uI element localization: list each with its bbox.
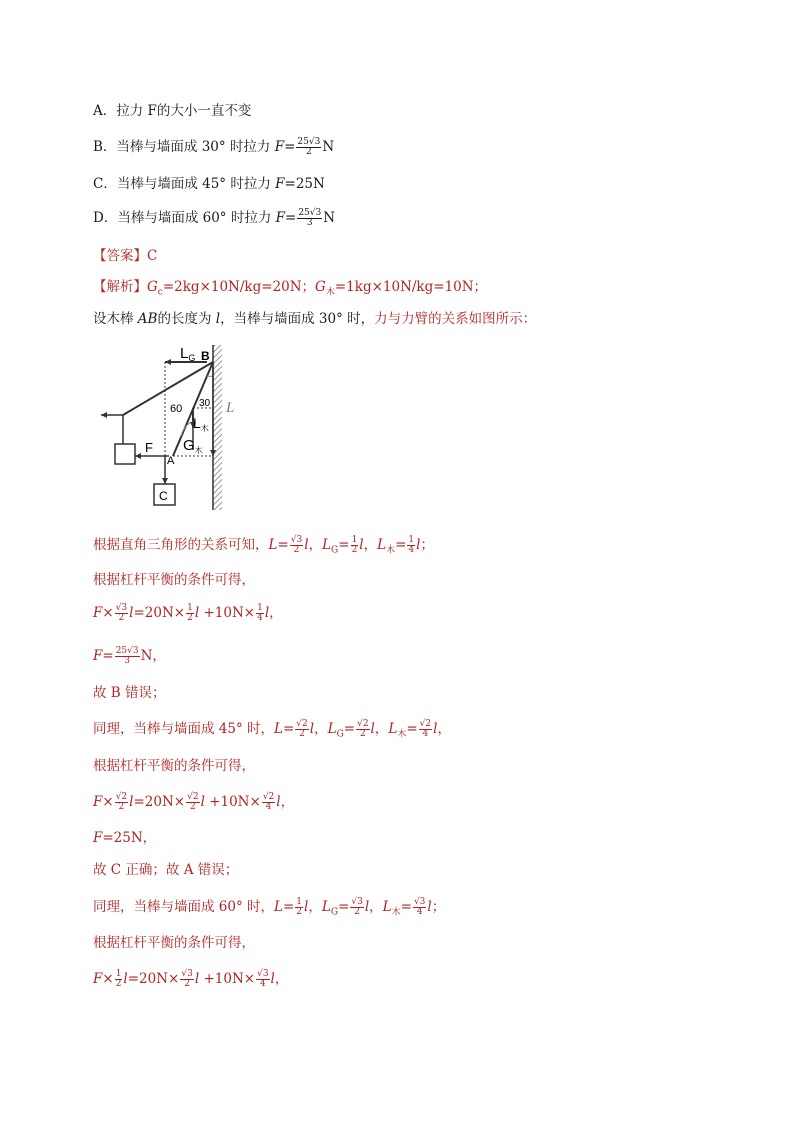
var-l: l [276,794,281,810]
fraction [256,970,269,989]
sep: ， [369,899,383,915]
end: ， [269,605,283,621]
sym-lg: L [322,537,332,553]
length-l: l [215,311,221,327]
unit: N， [140,648,166,664]
eq: = [102,648,114,664]
numerator: 25√3 [297,137,321,147]
analysis-line [93,277,487,303]
den: 2 [189,802,196,812]
eq: = [282,899,295,915]
sym-f: F [93,648,103,664]
f-label: F [145,440,153,455]
end: ， [274,971,289,987]
num: √3 [181,969,193,979]
angle-30: 30 [199,398,211,409]
fraction [186,604,194,623]
num: √3 [115,603,128,613]
num: 1 [187,603,193,613]
var-l: l [129,794,134,810]
option-b [93,137,334,157]
var-l: l [129,605,134,621]
den: 2 [351,545,358,555]
gc-sub: c [157,287,163,298]
var-l: l [427,899,432,915]
num: √3 [351,897,363,907]
den: 4 [257,613,263,623]
rest: =25N， [102,830,157,846]
gwood-rest: =1kg×10N/kg=10N； [334,279,488,295]
var-l: l [304,537,309,553]
denominator: 3 [306,218,313,228]
end: ； [420,537,434,553]
c-label: C [159,489,168,503]
eq: = [400,899,412,915]
num: 25√3 [115,646,139,656]
setup-t2: 的长度为 [157,311,216,327]
sym-lg: L [327,721,337,737]
sub: G [331,545,339,556]
sym-lg: L [321,899,331,915]
fraction [350,898,363,917]
var-l: l [416,537,421,553]
option-b-prefix: B．当棒与墙面成 30° 时拉力 [93,139,275,155]
equals: = [284,139,296,155]
fraction [295,898,303,917]
l-label: L [226,400,235,416]
gc-rest: =2kg×10N/kg=20N； [162,279,316,295]
force-symbol: F [275,176,285,192]
times: × [102,605,114,621]
option-d-prefix: D．当棒与墙面成 60° 时拉力 [93,210,276,226]
end: ， [280,794,295,810]
g-label: $G_木$ [183,437,203,455]
sym-f: F [93,971,103,987]
var-l: l [123,971,128,987]
plus: +10N× [204,794,261,810]
force-symbol: F [274,139,285,155]
sub: G [336,729,344,740]
option-c-rest: =25N [284,176,325,192]
text: 同理，当棒与墙面成 45° 时， [93,721,275,737]
sep: ， [314,721,328,737]
den: 4 [422,729,429,739]
den: 4 [416,907,423,917]
sep: ， [308,537,323,553]
fraction [356,720,369,739]
answer-line [93,246,157,266]
setup-t3: ，当棒与墙面成 30° 时， [220,311,375,327]
sym-f: F [93,830,103,846]
eq: = [338,537,350,553]
mid: =20N× [133,794,186,810]
fraction [186,793,199,812]
rod-ab: AB [137,311,158,327]
eq: = [406,721,418,737]
var-l: l [270,971,275,987]
fraction [413,898,426,917]
num: √2 [187,792,199,802]
sub: 木 [397,729,407,740]
sym-l: L [274,721,283,737]
times: × [102,794,114,810]
sym-l: L [268,537,278,553]
num: 1 [115,969,122,979]
den: 4 [259,979,266,989]
den: 2 [296,907,303,917]
mid: =20N× [127,971,180,987]
eq: = [343,721,356,737]
gwood-symbol: G [315,279,326,295]
den: 2 [354,907,360,917]
fraction [295,720,308,739]
num: √3 [257,969,269,979]
equals: = [285,210,297,226]
s45-relation [93,719,451,745]
option-c [93,174,325,194]
sym-f: F [93,794,103,810]
var-l: l [359,537,364,553]
force-symbol: F [275,210,286,226]
den: 2 [184,979,190,989]
point-b: B [201,349,210,363]
den: 2 [118,613,125,623]
fraction [256,604,264,623]
unit: N [322,139,335,155]
sub: G [330,907,339,918]
s30-result [93,646,166,666]
s30-relation [93,535,434,561]
point-a: A [167,455,175,467]
num: 1 [351,535,358,545]
num: √3 [413,897,426,907]
num: 1 [296,897,303,907]
numerator: 25√3 [298,208,322,218]
s45-equation [93,792,294,812]
text: 同理，当棒与墙面成 60° 时， [93,899,275,915]
fraction [297,209,322,228]
fraction [115,793,128,812]
option-d [93,208,335,228]
var-l: l [194,971,200,987]
eq: = [338,899,350,915]
answer-value: C [147,248,158,264]
box-left [115,444,135,464]
times: × [102,971,114,987]
s60-cond: 根据杠杆平衡的条件可得， [93,935,255,951]
num: 1 [257,603,263,613]
var-l: l [309,721,315,737]
s45-result [93,828,156,848]
s60-relation [93,897,445,923]
lw-label: $L_木$ [193,415,209,433]
angle-60: 60 [170,403,183,415]
den: 2 [118,802,125,812]
den: 2 [299,729,305,739]
fraction [407,536,415,555]
plus: +10N× [199,605,256,621]
answer-label: 【答案】 [93,248,147,264]
unit: N [323,210,336,226]
num: 1 [408,535,415,545]
denominator: 2 [306,147,312,157]
den: 3 [124,656,131,666]
sep: ， [308,899,322,915]
fraction [419,720,432,739]
fraction [115,647,140,666]
s30-cond: 根据杠杆平衡的条件可得， [93,572,255,588]
text: 根据直角三角形的关系可知， [93,537,269,553]
den: 2 [359,729,366,739]
s60-equation [93,969,288,989]
fraction [115,970,123,989]
wall-hatch [213,345,222,510]
eq: = [282,721,295,737]
lg-label: $L_G$ [180,345,196,363]
sep: ， [374,721,389,737]
sep: ， [363,537,378,553]
den: 2 [115,979,122,989]
analysis-label: 【解析】 [93,279,147,295]
gc-symbol: G [147,279,158,295]
var-l: l [194,605,200,621]
end: ， [437,721,451,737]
fraction [262,793,275,812]
s30-wrong: 故 B 错误； [93,685,166,701]
fraction [115,604,128,623]
eq: = [395,537,407,553]
mid: =20N× [133,605,186,621]
setup-t1: 设木棒 [93,311,138,327]
sym-lw: L [382,899,392,915]
fraction [290,536,303,555]
num: √2 [357,719,369,729]
fraction [296,138,321,157]
var-l: l [364,899,370,915]
var-l: l [200,794,205,810]
gwood-sub: 木 [325,287,335,298]
s45-conclusion: 故 C 正确；故 A 错误； [93,862,239,878]
s30-equation [93,603,283,623]
fraction [180,970,193,989]
var-l: l [264,605,270,621]
fraction [351,536,359,555]
sym-f: F [93,605,103,621]
num: √2 [419,719,432,729]
num: √2 [115,792,128,802]
num: √2 [262,792,275,802]
den: 4 [265,802,272,812]
den: 2 [187,613,193,623]
var-l: l [304,899,309,915]
option-a: A．拉力 F的大小一直不变 [93,103,252,119]
plus: +10N× [199,971,256,987]
var-l: l [370,721,375,737]
lever-diagram [95,340,255,515]
den: 2 [293,545,300,555]
sub: 木 [391,907,401,918]
sym-lw: L [377,537,387,553]
end: ； [431,899,446,915]
sym-lw: L [388,721,398,737]
num: √2 [296,719,308,729]
setup-t4: 力与力臂的关系如图所示： [374,311,537,327]
option-c-prefix: C．当棒与墙面成 45° 时拉力 [93,176,276,192]
eq: = [277,537,289,553]
num: √3 [290,535,303,545]
sym-l: L [274,899,283,915]
s45-cond: 根据杠杆平衡的条件可得， [93,758,255,774]
setup-line [93,309,536,329]
den: 4 [408,545,415,555]
var-l: l [433,721,438,737]
sub: 木 [386,545,396,556]
